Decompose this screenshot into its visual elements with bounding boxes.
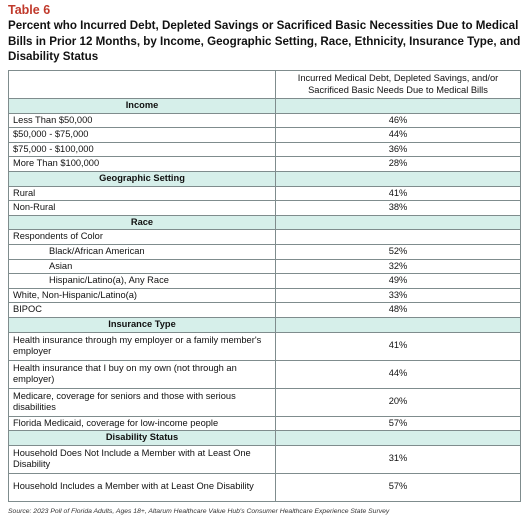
section-blank-cell <box>276 431 521 446</box>
section-blank-cell <box>276 99 521 114</box>
table-row <box>9 244 521 259</box>
row-value <box>276 230 521 245</box>
table-row <box>9 201 521 216</box>
row-label: Less Than $50,000 <box>9 113 276 128</box>
row-value: 32% <box>276 259 521 274</box>
row-value: 36% <box>276 142 521 157</box>
table-row <box>9 332 521 360</box>
row-label: Black/African American <box>9 244 276 259</box>
row-label: More Than $100,000 <box>9 157 276 172</box>
table-body <box>9 71 521 502</box>
row-label: White, Non-Hispanic/Latino(a) <box>9 288 276 303</box>
row-value: 20% <box>276 388 521 416</box>
row-label: Asian <box>9 259 276 274</box>
row-value: 31% <box>276 445 521 473</box>
row-value: 28% <box>276 157 521 172</box>
row-value: 57% <box>276 416 521 431</box>
row-value: 41% <box>276 186 521 201</box>
row-label: Household Includes a Member with at Least One Disability <box>9 473 276 501</box>
table-row <box>9 128 521 143</box>
row-label: Household Does Not Include a Member with at Least One Disability <box>9 445 276 473</box>
table-row <box>9 259 521 274</box>
row-value: 44% <box>276 128 521 143</box>
table-row <box>9 274 521 289</box>
row-label: Health insurance that I buy on my own (not through an employer) <box>9 360 276 388</box>
section-title: Geographic Setting <box>9 171 276 186</box>
row-label: Medicare, coverage for seniors and those with serious disabilities <box>9 388 276 416</box>
table-row <box>9 288 521 303</box>
table-row <box>9 360 521 388</box>
table-row <box>9 186 521 201</box>
section-blank-cell <box>276 215 521 230</box>
table-row <box>9 230 521 245</box>
row-value: 57% <box>276 473 521 501</box>
row-value: 33% <box>276 288 521 303</box>
section-title: Disability Status <box>9 431 276 446</box>
section-header-disability-status <box>9 431 521 446</box>
row-label: BIPOC <box>9 303 276 318</box>
row-value: 49% <box>276 274 521 289</box>
table-row <box>9 445 521 473</box>
table-row <box>9 157 521 172</box>
section-header-income <box>9 99 521 114</box>
section-title: Race <box>9 215 276 230</box>
table-row <box>9 113 521 128</box>
section-blank-cell <box>276 317 521 332</box>
table-row <box>9 303 521 318</box>
row-value: 52% <box>276 244 521 259</box>
section-blank-cell <box>276 171 521 186</box>
section-header-race <box>9 215 521 230</box>
section-header-insurance-type <box>9 317 521 332</box>
row-label: Respondents of Color <box>9 230 276 245</box>
row-label: Hispanic/Latino(a), Any Race <box>9 274 276 289</box>
column-header: Incurred Medical Debt, Depleted Savings, and/or Sacrificed Basic Needs Due to Medical Bills <box>276 71 521 99</box>
header-corner-cell <box>9 71 276 99</box>
table-header-row <box>9 71 521 99</box>
table-row <box>9 416 521 431</box>
row-label: Health insurance through my employer or a family member's employer <box>9 332 276 360</box>
source-note: Source: 2023 Poll of Florida Adults, Ages 18+, Altarum Healthcare Value Hub's Consumer Healthcare Experience State Survey <box>8 508 390 515</box>
data-table <box>8 70 521 502</box>
section-title: Insurance Type <box>9 317 276 332</box>
section-header-geographic-setting <box>9 171 521 186</box>
table-label: Table 6 <box>8 3 51 17</box>
row-label: $75,000 - $100,000 <box>9 142 276 157</box>
table-row <box>9 142 521 157</box>
row-value: 38% <box>276 201 521 216</box>
row-value: 48% <box>276 303 521 318</box>
row-label: Non-Rural <box>9 201 276 216</box>
row-value: 46% <box>276 113 521 128</box>
table-row <box>9 473 521 501</box>
row-label: Rural <box>9 186 276 201</box>
section-title: Income <box>9 99 276 114</box>
table-row <box>9 388 521 416</box>
row-label: $50,000 - $75,000 <box>9 128 276 143</box>
row-label: Florida Medicaid, coverage for low-income people <box>9 416 276 431</box>
row-value: 41% <box>276 332 521 360</box>
table-title: Percent who Incurred Debt, Depleted Savings or Sacrificed Basic Necessities Due to Medical Bills in Prior 12 Months, by Income, Geographic Setting, Race, Ethnicity, Insurance Type, and Disability Status <box>8 19 521 63</box>
row-value: 44% <box>276 360 521 388</box>
